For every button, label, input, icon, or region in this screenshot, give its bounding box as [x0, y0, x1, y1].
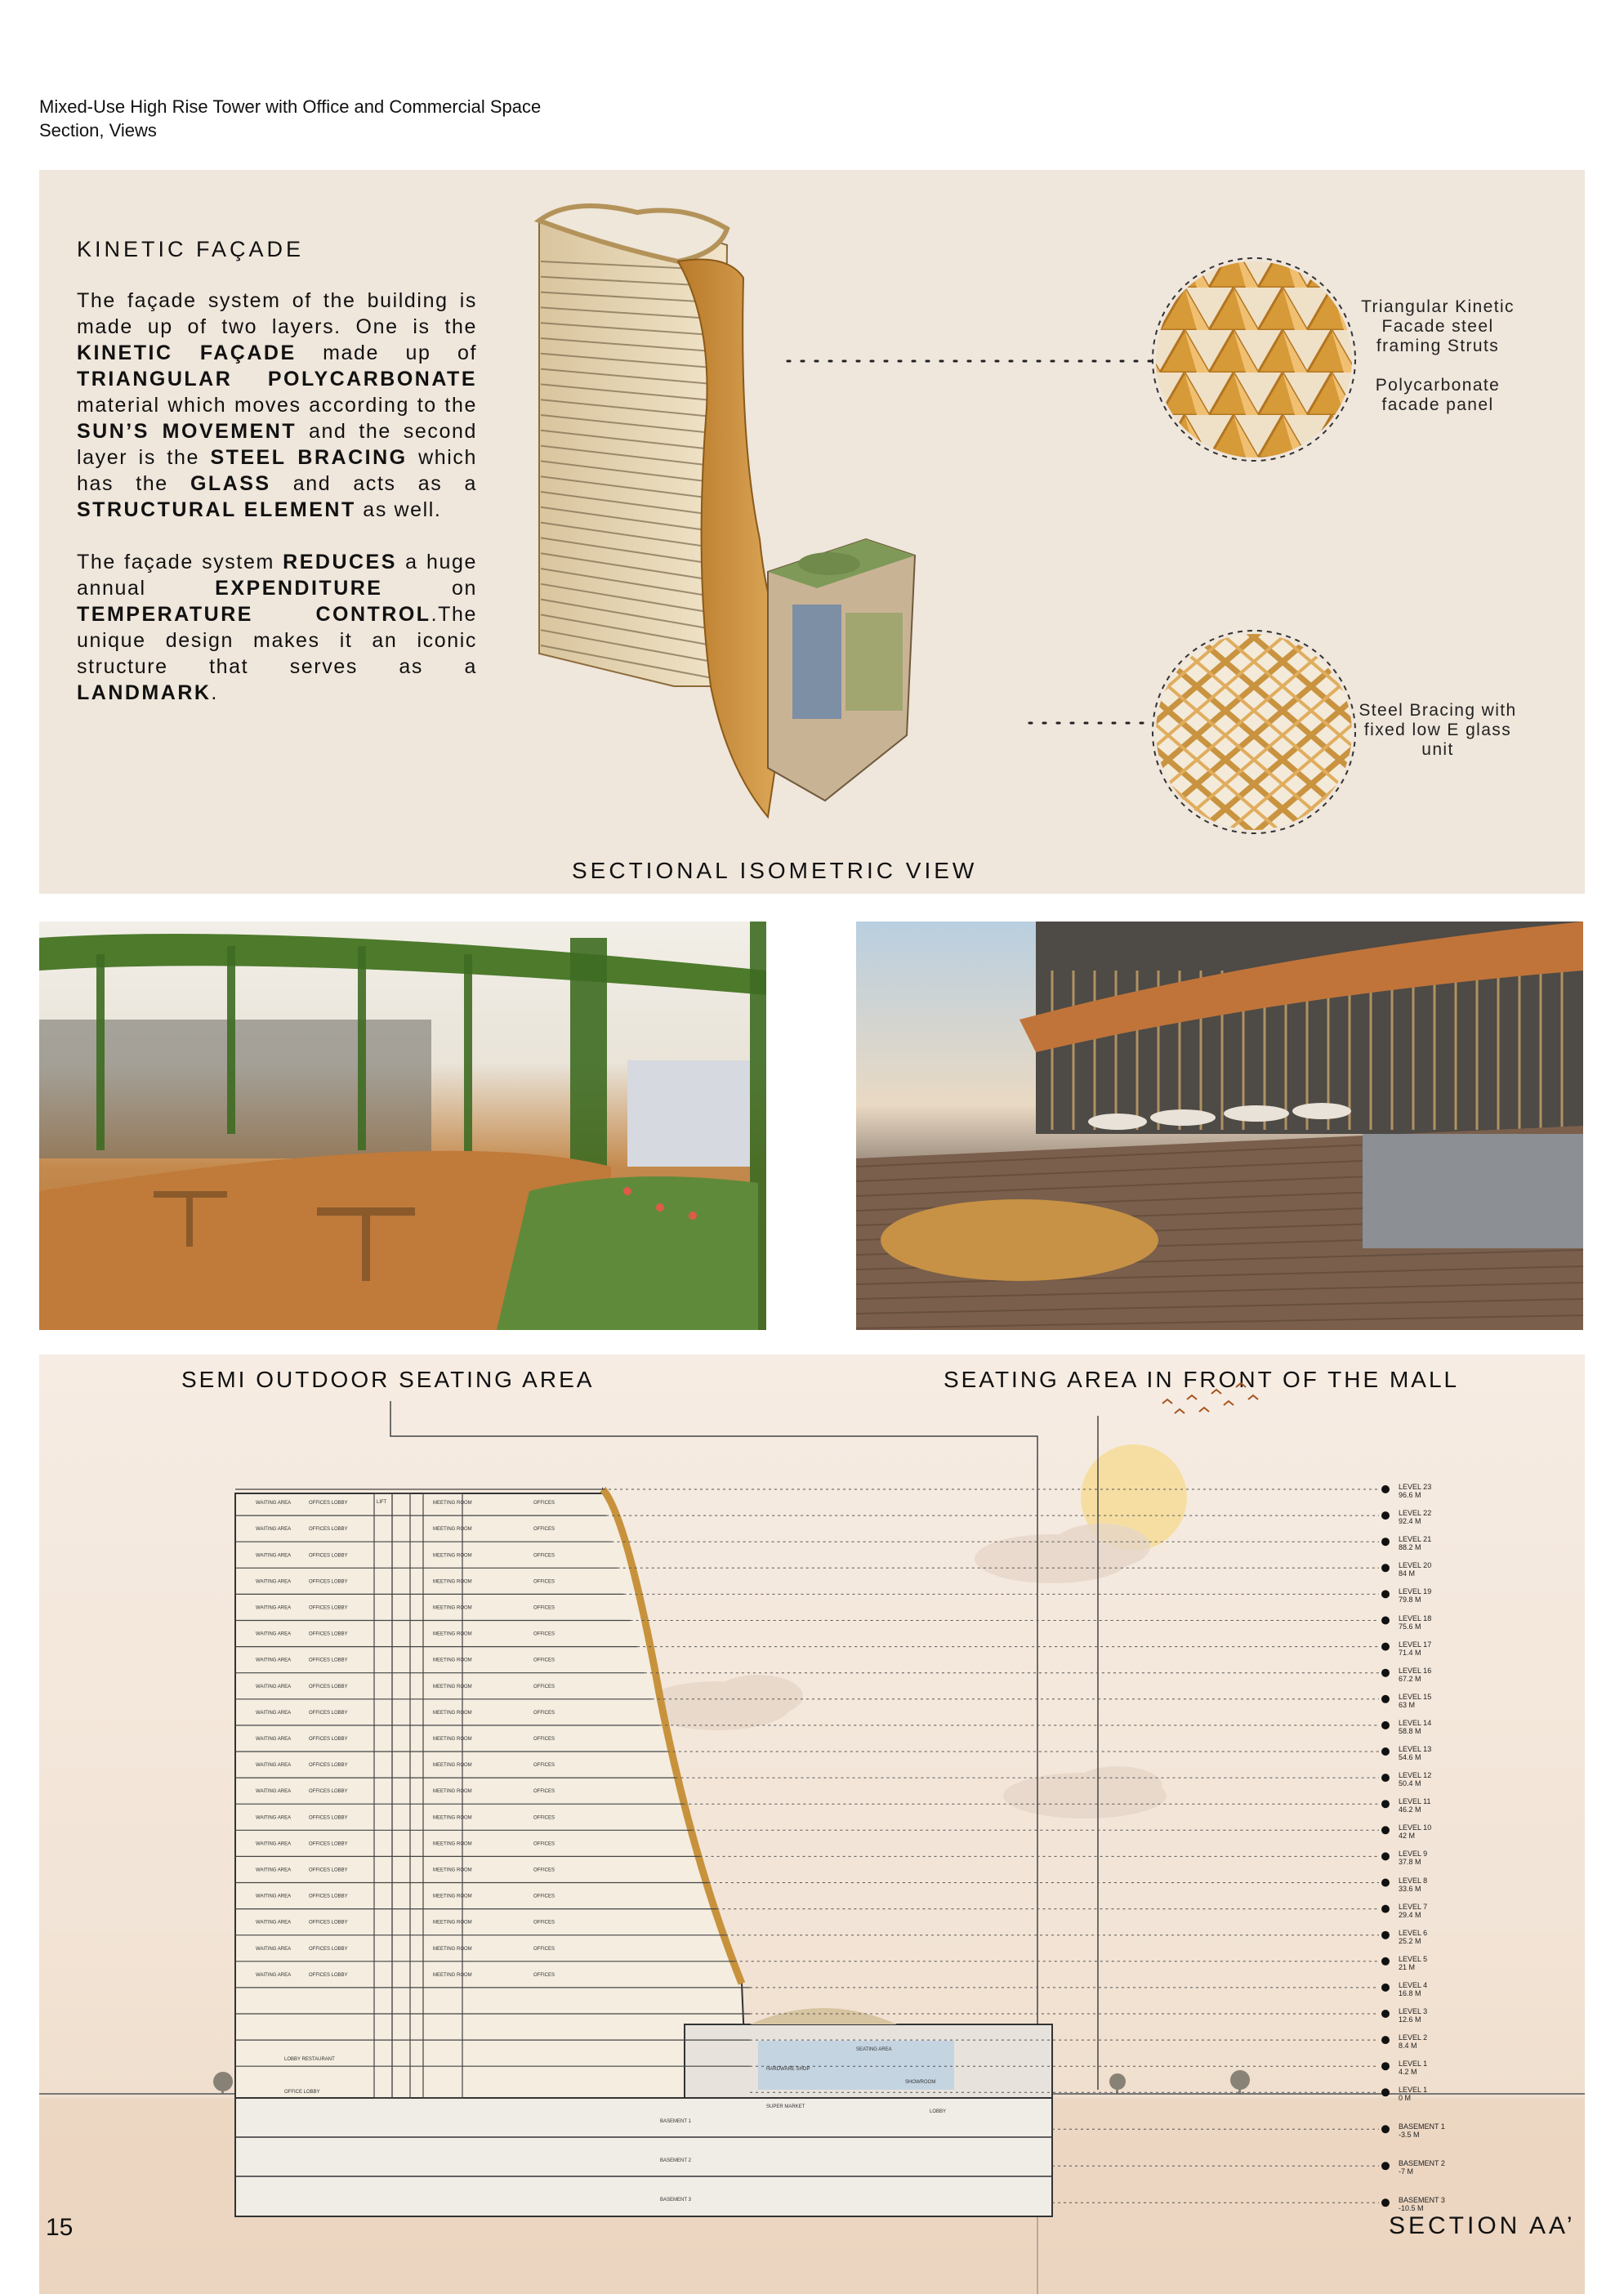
room-label: WAITING AREA — [256, 1605, 292, 1611]
room-label: WAITING AREA — [256, 1658, 292, 1663]
basement-label: BASEMENT 2 — [660, 2158, 691, 2163]
level-elevation: 88.2 M — [1399, 1543, 1421, 1552]
level-name: LEVEL 13 — [1399, 1745, 1432, 1753]
room-label: OFFICES LOBBY — [309, 1920, 348, 1926]
level-marker-icon — [1381, 1957, 1390, 1966]
caption-mall-front: SEATING AREA IN FRONT OF THE MALL — [944, 1367, 1460, 1392]
level-name: LEVEL 4 — [1399, 1980, 1428, 1989]
room-label: OFFICES LOBBY — [309, 1763, 348, 1769]
level-label — [1399, 1771, 1431, 1787]
level-elevation: 25.2 M — [1399, 1936, 1421, 1945]
room-label: OFFICES — [533, 1894, 555, 1899]
emphasis-text: TRIANGULAR POLYCARBONATE — [77, 368, 477, 391]
level-marker-icon — [1381, 1538, 1390, 1546]
level-name: LEVEL 3 — [1399, 2007, 1428, 2015]
room-label: WAITING AREA — [256, 1894, 292, 1899]
room-label: OFFICES — [533, 1579, 555, 1585]
callout-text: framing Struts — [1376, 337, 1500, 355]
emphasis-text: TEMPERATURE CONTROL — [77, 603, 431, 626]
emphasis-text: STEEL BRACING — [210, 446, 408, 469]
level-elevation: 42 M — [1399, 1832, 1416, 1841]
level-name: LEVEL 14 — [1399, 1718, 1432, 1727]
level-label — [1399, 1640, 1431, 1657]
room-label: OFFICES LOBBY — [309, 1527, 348, 1533]
room-label: WAITING AREA — [256, 1736, 292, 1742]
level-marker-icon — [1381, 1695, 1390, 1703]
level-label — [1399, 1877, 1427, 1893]
sheet-title: Mixed-Use High Rise Tower with Office and Commercial Space — [39, 96, 542, 117]
body-text: and the second layer is the — [77, 420, 478, 469]
level-elevation: -7 M — [1399, 2167, 1413, 2176]
level-label — [1399, 1667, 1431, 1683]
body-text: a huge annual — [77, 551, 477, 600]
room-label: WAITING AREA — [256, 1868, 292, 1873]
room-label: OFFICES LOBBY — [309, 1789, 348, 1795]
room-label: OFFICES — [533, 1605, 555, 1611]
level-marker-icon — [1381, 1617, 1390, 1625]
callout-text: Facade steel — [1381, 317, 1494, 336]
room-label: MEETING ROOM — [433, 1763, 472, 1769]
callout-kinetic-struts — [1356, 297, 1519, 415]
level-name: LEVEL 12 — [1399, 1771, 1432, 1780]
kinetic-facade-description — [77, 288, 477, 732]
level-elevation: 0 M — [1399, 2094, 1412, 2103]
level-label — [1399, 1929, 1427, 1945]
room-label: WAITING AREA — [256, 1710, 292, 1716]
level-marker-icon — [1381, 2088, 1390, 2096]
room-label: OFFICES — [533, 1553, 555, 1559]
mall-room-label: SEATING AREA — [856, 2047, 892, 2052]
level-marker-icon — [1381, 1643, 1390, 1651]
level-elevation: 96.6 M — [1399, 1491, 1421, 1499]
room-label: OFFICES — [533, 1736, 555, 1742]
room-label: MEETING ROOM — [433, 1710, 472, 1716]
lift-label: LIFT — [377, 1500, 387, 1505]
level-elevation: 46.2 M — [1399, 1805, 1421, 1814]
level-name: LEVEL 23 — [1399, 1483, 1432, 1491]
level-marker-icon — [1381, 1485, 1390, 1493]
callout-text: Triangular Kinetic — [1361, 297, 1515, 316]
body-text: which has the — [77, 446, 477, 495]
emphasis-text: REDUCES — [283, 551, 397, 574]
detail-callouts — [768, 245, 1356, 866]
room-label: OFFICES — [533, 1710, 555, 1716]
level-name: LEVEL 18 — [1399, 1613, 1432, 1622]
room-label: WAITING AREA — [256, 1815, 292, 1821]
level-name: LEVEL 7 — [1399, 1902, 1428, 1911]
room-label: OFFICES LOBBY — [309, 1710, 348, 1716]
level-marker-icon — [1381, 1800, 1390, 1808]
emphasis-text: LANDMARK — [77, 681, 212, 704]
level-label — [1399, 2060, 1427, 2076]
room-label: WAITING AREA — [256, 1579, 292, 1585]
description-paragraph-1 — [77, 288, 477, 523]
room-label: OFFICES LOBBY — [309, 1658, 348, 1663]
kinetic-facade-heading: KINETIC FAÇADE — [77, 237, 305, 261]
level-name: BASEMENT 3 — [1399, 2196, 1445, 2205]
room-label: WAITING AREA — [256, 1631, 292, 1637]
callout-steel-bracing — [1356, 701, 1519, 760]
level-label — [1399, 1561, 1431, 1578]
section-title: SECTION AA’ — [1389, 2212, 1576, 2239]
mall-front-seating-render — [856, 922, 1583, 1330]
level-name: LEVEL 9 — [1399, 1850, 1428, 1859]
level-marker-icon — [1381, 1747, 1390, 1756]
level-elevation: 29.4 M — [1399, 1910, 1421, 1919]
emphasis-text: STRUCTURAL ELEMENT — [77, 498, 356, 521]
room-label: OFFICES — [533, 1920, 555, 1926]
room-label: OFFICES — [533, 1684, 555, 1689]
level-marker-icon — [1381, 1564, 1390, 1572]
level-label — [1399, 1850, 1427, 1866]
room-label: MEETING ROOM — [433, 1501, 472, 1506]
room-label: OFFICES — [533, 1868, 555, 1873]
room-label: MEETING ROOM — [433, 1789, 472, 1795]
level-label — [1399, 2122, 1445, 2139]
room-label: OFFICES — [533, 1527, 555, 1533]
callout-text: fixed low E glass — [1363, 721, 1512, 739]
room-label: MEETING ROOM — [433, 1841, 472, 1847]
level-name: LEVEL 6 — [1399, 1928, 1428, 1937]
level-marker-icon — [1381, 2010, 1390, 2018]
level-label — [1399, 1483, 1431, 1499]
room-label: OFFICES LOBBY — [309, 1815, 348, 1821]
callout-text: unit — [1421, 740, 1454, 759]
room-label: OFFICES LOBBY — [309, 1736, 348, 1742]
level-elevation: 50.4 M — [1399, 1779, 1421, 1788]
level-name: LEVEL 8 — [1399, 1876, 1428, 1885]
level-marker-icon — [1381, 1905, 1390, 1913]
level-marker-icon — [1381, 2198, 1390, 2207]
room-label: OFFICES — [533, 1789, 555, 1795]
seating-render-illustration — [39, 922, 766, 1330]
room-label: MEETING ROOM — [433, 1631, 472, 1637]
level-elevation: 8.4 M — [1399, 2042, 1417, 2051]
level-elevation: 12.6 M — [1399, 2015, 1421, 2024]
room-label: MEETING ROOM — [433, 1527, 472, 1533]
level-name: LEVEL 1 — [1399, 2086, 1428, 2095]
level-label — [1399, 2086, 1427, 2102]
room-label: MEETING ROOM — [433, 1946, 472, 1952]
room-label: OFFICES LOBBY — [309, 1605, 348, 1611]
level-name: LEVEL 16 — [1399, 1666, 1432, 1675]
sheet-header — [39, 95, 541, 142]
body-text: on — [382, 577, 477, 600]
callout-text: facade panel — [1381, 395, 1494, 414]
room-label: WAITING AREA — [256, 1763, 292, 1769]
basement-label: BASEMENT 1 — [660, 2119, 691, 2124]
level-marker-icon — [1381, 1826, 1390, 1834]
level-marker-icon — [1381, 2036, 1390, 2044]
room-label: WAITING AREA — [256, 1527, 292, 1533]
level-marker-icon — [1381, 1590, 1390, 1598]
room-label: MEETING ROOM — [433, 1658, 472, 1663]
callout-text: Steel Bracing with — [1359, 701, 1517, 720]
caption-semi-outdoor: SEMI OUTDOOR SEATING AREA — [181, 1367, 595, 1392]
room-label: OFFICES — [533, 1658, 555, 1663]
room-label: MEETING ROOM — [433, 1894, 472, 1899]
room-label: OFFICES LOBBY — [309, 1841, 348, 1847]
level-name: LEVEL 15 — [1399, 1692, 1432, 1701]
level-elevation: 75.6 M — [1399, 1622, 1421, 1631]
level-label — [1399, 1981, 1427, 1997]
room-label: OFFICES LOBBY — [309, 1579, 348, 1585]
room-label: WAITING AREA — [256, 1972, 292, 1978]
mall-room-label: OFFICE LOBBY — [284, 2090, 320, 2095]
room-label: MEETING ROOM — [433, 1920, 472, 1926]
level-name: LEVEL 21 — [1399, 1535, 1432, 1544]
body-text: The façade system — [77, 551, 283, 574]
body-text: as well. — [355, 498, 442, 521]
room-label: OFFICES LOBBY — [309, 1553, 348, 1559]
level-marker-icon — [1381, 1669, 1390, 1677]
body-text: made up of — [296, 341, 477, 364]
room-label: OFFICES — [533, 1841, 555, 1847]
sheet-subtitle: Section, Views — [39, 120, 157, 141]
semi-outdoor-seating-render — [39, 922, 766, 1330]
level-marker-icon — [1381, 1774, 1390, 1782]
level-elevation: 21 M — [1399, 1962, 1416, 1971]
mall-render-illustration — [856, 922, 1583, 1330]
room-label: OFFICES — [533, 1501, 555, 1506]
room-label: OFFICES — [533, 1763, 555, 1769]
room-label: OFFICES — [533, 1972, 555, 1978]
body-text: material which moves according to the — [77, 394, 477, 417]
room-label: WAITING AREA — [256, 1920, 292, 1926]
level-label — [1399, 1823, 1431, 1840]
room-label: MEETING ROOM — [433, 1684, 472, 1689]
level-name: BASEMENT 2 — [1399, 2159, 1445, 2168]
emphasis-text: SUN’S MOVEMENT — [77, 420, 297, 443]
level-elevation: 67.2 M — [1399, 1674, 1421, 1683]
level-elevation: 54.6 M — [1399, 1753, 1421, 1761]
level-name: LEVEL 17 — [1399, 1640, 1432, 1649]
level-label — [1399, 1719, 1431, 1735]
room-label: OFFICES LOBBY — [309, 1684, 348, 1689]
level-marker-icon — [1381, 2162, 1390, 2170]
level-label — [1399, 1587, 1431, 1604]
room-label: OFFICES LOBBY — [309, 1868, 348, 1873]
emphasis-text: KINETIC FAÇADE — [77, 341, 297, 364]
level-label — [1399, 2033, 1427, 2050]
level-name: LEVEL 22 — [1399, 1509, 1432, 1518]
mall-room-label: SHOWROOM — [905, 2080, 936, 2085]
mall-room-label: SUPER MARKET — [766, 2104, 805, 2109]
room-label: OFFICES LOBBY — [309, 1946, 348, 1952]
level-label — [1399, 1614, 1431, 1631]
room-label: WAITING AREA — [256, 1553, 292, 1559]
level-elevation: -10.5 M — [1399, 2204, 1424, 2213]
body-text: .The unique design makes it an iconic structure that serves as a — [77, 603, 477, 678]
level-marker-icon — [1381, 1984, 1390, 1992]
level-elevation: 16.8 M — [1399, 1988, 1421, 1997]
room-label: OFFICES LOBBY — [309, 1631, 348, 1637]
room-label: OFFICES LOBBY — [309, 1894, 348, 1899]
isometric-view-title: SECTIONAL ISOMETRIC VIEW — [572, 858, 978, 883]
callout-text: Polycarbonate — [1375, 376, 1501, 395]
room-label: OFFICES — [533, 1946, 555, 1952]
body-text: and acts as a — [270, 472, 477, 495]
page-number: 15 — [46, 2214, 74, 2241]
emphasis-text: GLASS — [190, 472, 271, 495]
room-label: OFFICES — [533, 1815, 555, 1821]
level-name: LEVEL 2 — [1399, 2033, 1428, 2042]
level-label — [1399, 1955, 1427, 1971]
level-marker-icon — [1381, 1721, 1390, 1729]
room-label: WAITING AREA — [256, 1841, 292, 1847]
mall-room-label: HARDWARE SHOP — [766, 2067, 810, 2072]
room-label: OFFICES — [533, 1631, 555, 1637]
room-label: WAITING AREA — [256, 1501, 292, 1506]
level-name: LEVEL 20 — [1399, 1561, 1432, 1570]
room-label: MEETING ROOM — [433, 1815, 472, 1821]
level-elevation: 71.4 M — [1399, 1648, 1421, 1657]
room-label: WAITING AREA — [256, 1946, 292, 1952]
level-name: LEVEL 5 — [1399, 1954, 1428, 1963]
room-label: MEETING ROOM — [433, 1868, 472, 1873]
room-label: MEETING ROOM — [433, 1972, 472, 1978]
level-elevation: 63 M — [1399, 1700, 1416, 1709]
level-name: BASEMENT 1 — [1399, 2122, 1445, 2131]
level-label — [1399, 2007, 1427, 2024]
level-elevation: 58.8 M — [1399, 1726, 1421, 1735]
mall-room-label: LOBBY RESTAURANT — [284, 2057, 335, 2062]
level-label — [1399, 1797, 1431, 1814]
level-marker-icon — [1381, 1852, 1390, 1860]
level-name: LEVEL 1 — [1399, 2060, 1428, 2069]
level-label — [1399, 1693, 1431, 1709]
room-label: MEETING ROOM — [433, 1605, 472, 1611]
level-elevation: 33.6 M — [1399, 1884, 1421, 1893]
level-label — [1399, 1745, 1431, 1761]
level-label — [1399, 1903, 1427, 1919]
level-name: LEVEL 11 — [1399, 1797, 1431, 1806]
room-label: OFFICES LOBBY — [309, 1501, 348, 1506]
description-paragraph-2 — [77, 549, 477, 706]
level-name: LEVEL 10 — [1399, 1823, 1432, 1832]
basement-label: BASEMENT 3 — [660, 2198, 691, 2203]
room-label: MEETING ROOM — [433, 1579, 472, 1585]
level-label — [1399, 2159, 1445, 2176]
level-elevation: 92.4 M — [1399, 1517, 1421, 1526]
room-label: MEETING ROOM — [433, 1736, 472, 1742]
room-label: WAITING AREA — [256, 1789, 292, 1795]
room-label: OFFICES LOBBY — [309, 1972, 348, 1978]
level-label — [1399, 1535, 1431, 1551]
level-marker-icon — [1381, 2062, 1390, 2070]
level-marker-icon — [1381, 1879, 1390, 1887]
room-label: WAITING AREA — [256, 1684, 292, 1689]
level-elevation: -3.5 M — [1399, 2131, 1420, 2140]
level-marker-icon — [1381, 1931, 1390, 1939]
body-text: The façade system of the building is made up of two layers. One is the — [77, 289, 477, 338]
mall-room-label: LOBBY — [930, 2109, 947, 2114]
emphasis-text: EXPENDITURE — [215, 577, 383, 600]
level-label — [1399, 2196, 1445, 2212]
section-aa-drawing — [39, 1355, 1585, 2294]
body-text: . — [211, 681, 218, 704]
level-name: LEVEL 19 — [1399, 1587, 1432, 1596]
level-marker-icon — [1381, 2125, 1390, 2133]
level-elevation: 79.8 M — [1399, 1596, 1421, 1604]
level-label — [1399, 1509, 1431, 1525]
room-label: MEETING ROOM — [433, 1553, 472, 1559]
level-elevation: 4.2 M — [1399, 2068, 1417, 2077]
level-elevation: 84 M — [1399, 1569, 1416, 1578]
level-marker-icon — [1381, 1511, 1390, 1520]
level-elevation: 37.8 M — [1399, 1858, 1421, 1867]
